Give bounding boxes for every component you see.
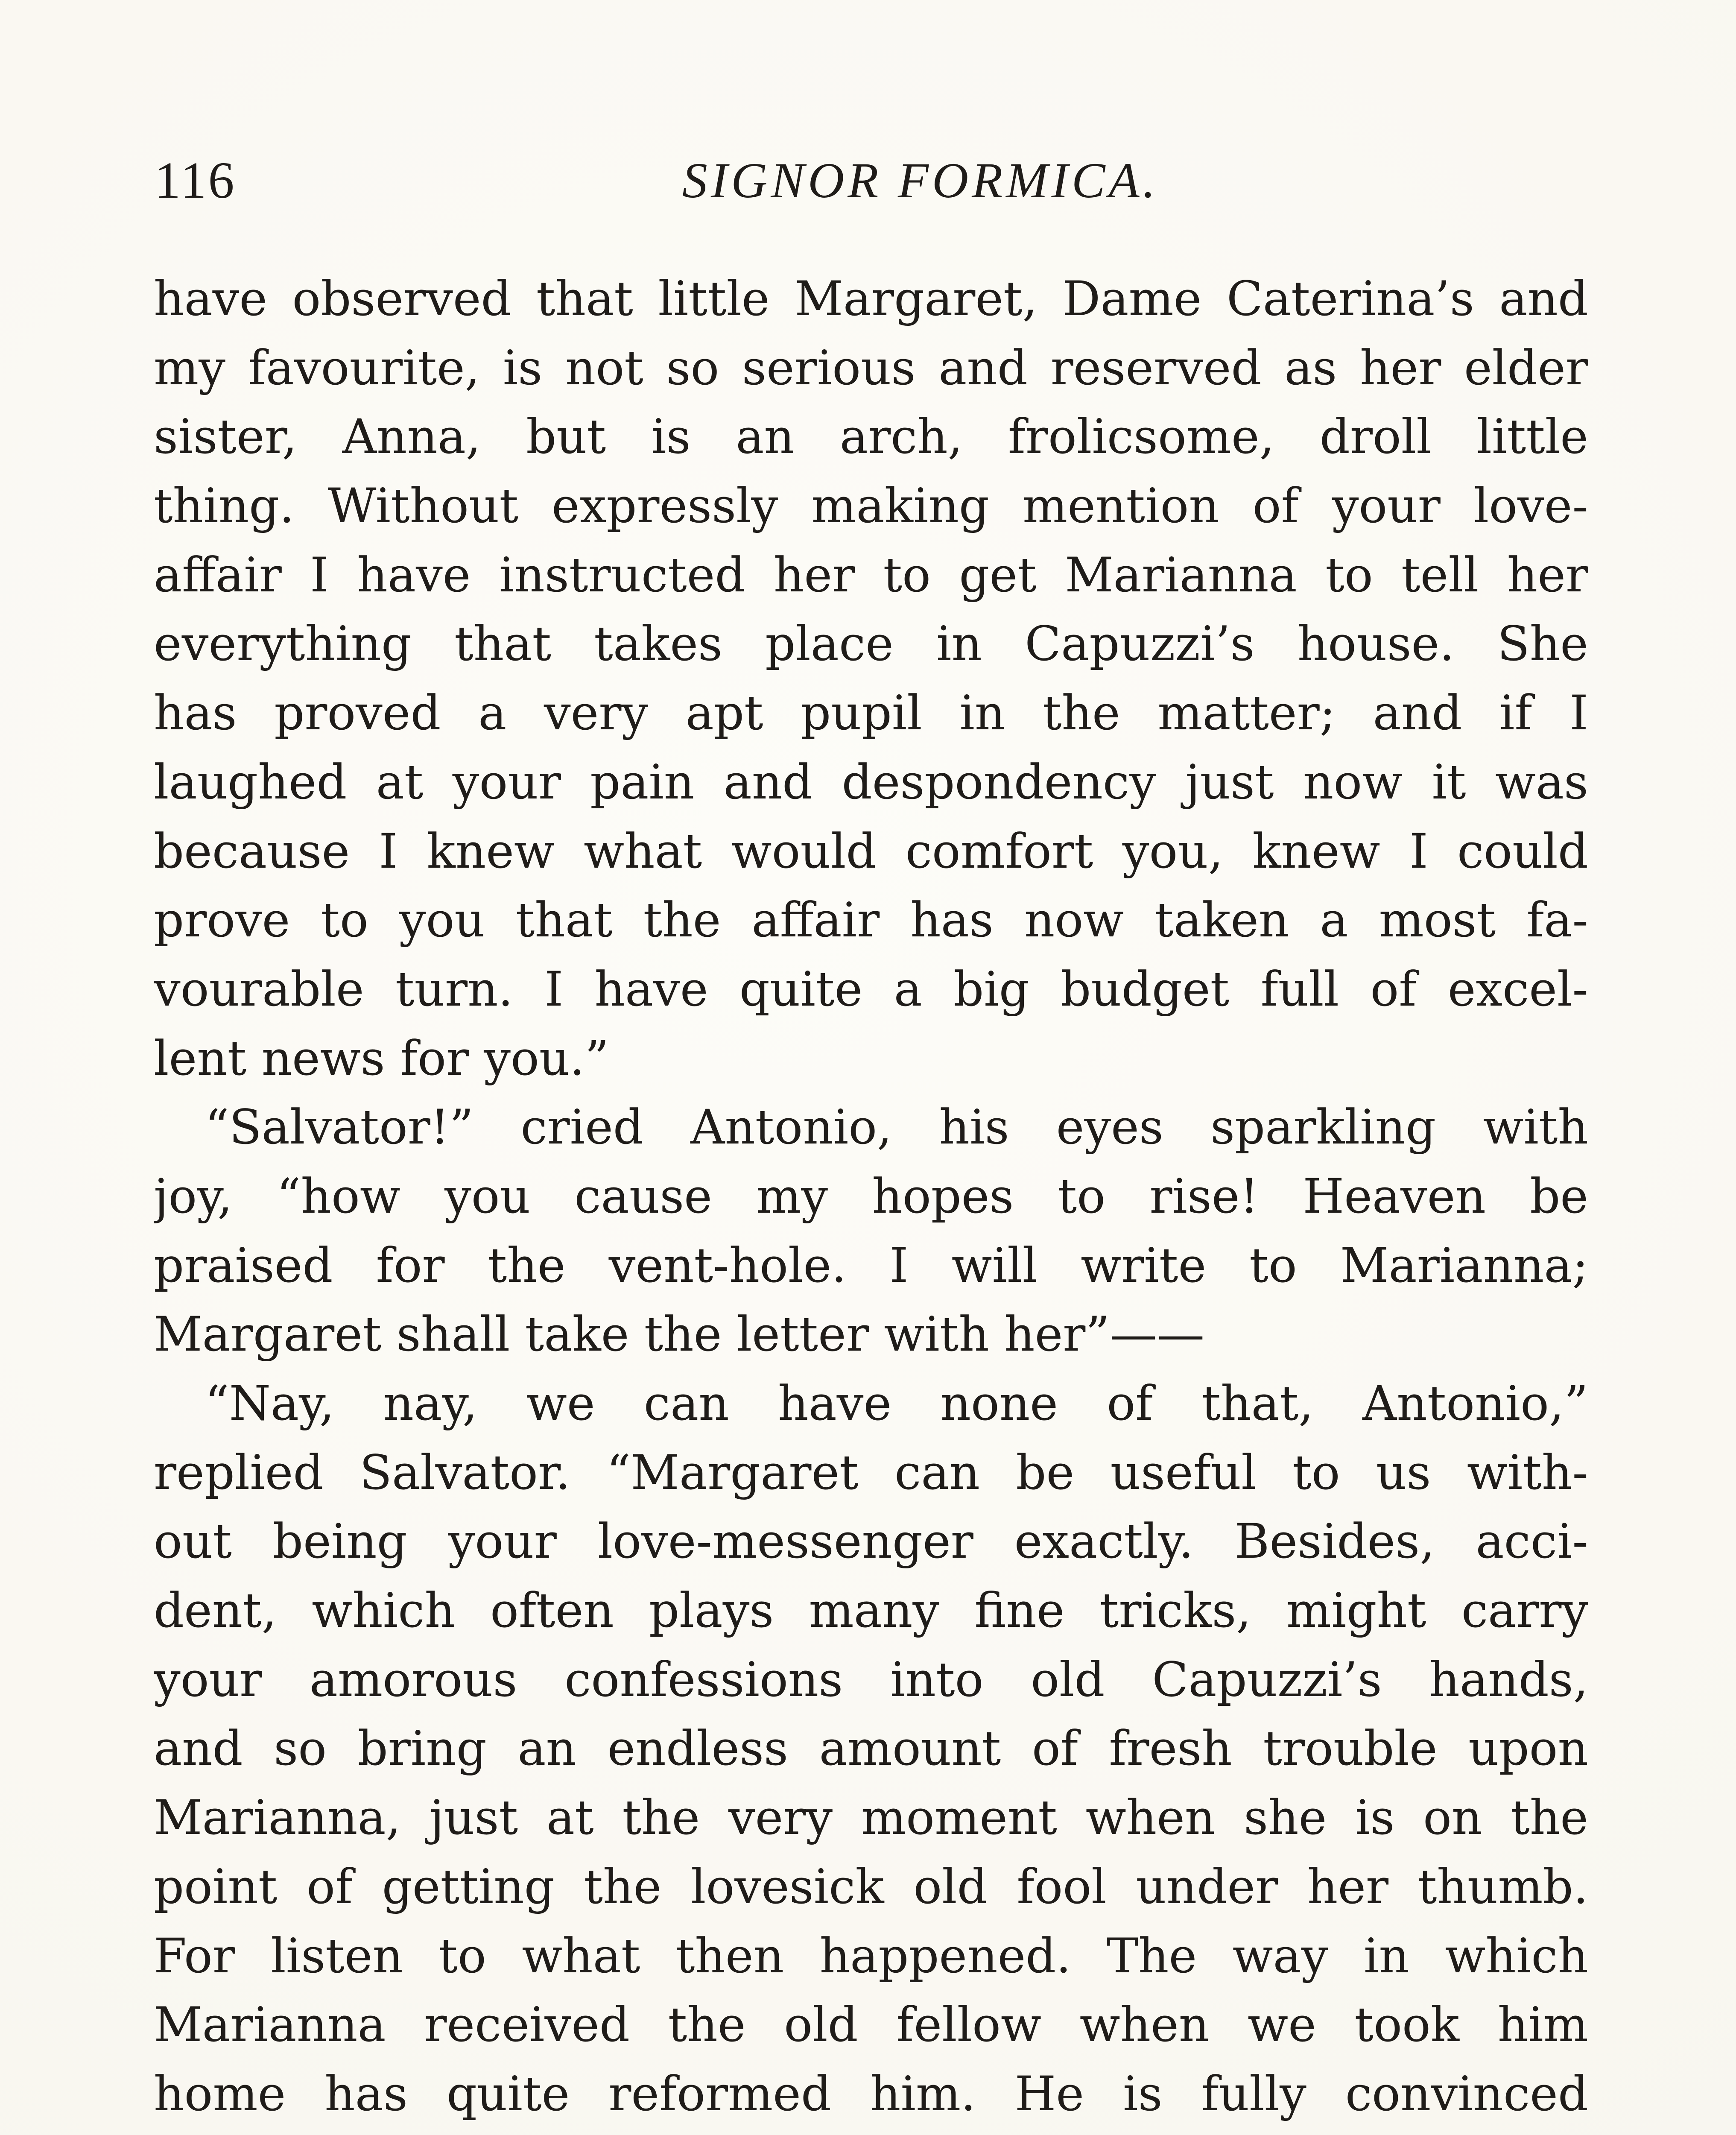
page-header: [155, 149, 1584, 213]
text-line: thing. Without expressly making mention of your love-: [154, 479, 1588, 534]
text-line: Margaret shall take the letter with her”——: [154, 1307, 1205, 1363]
text-line: my favourite, is not so serious and reserved as her elder: [154, 340, 1588, 396]
text-line: prove to you that the affair has now taken a most fa-: [154, 893, 1588, 948]
text-line: because I knew what would comfort you, knew I could: [154, 824, 1588, 879]
text-line: Marianna, just at the very moment when she is on the: [154, 1790, 1588, 1846]
text-line: sister, Anna, but is an arch, frolicsome, droll little: [154, 409, 1588, 465]
text-line: everything that takes place in Capuzzi’s house. She: [154, 617, 1588, 672]
body-text: [154, 265, 1588, 2135]
text-line: lent news for you.”: [154, 1031, 609, 1086]
text-line: “Salvator!” cried Antonio, his eyes sparkling with: [205, 1100, 1588, 1155]
text-line: have observed that little Margaret, Dame Caterina’s and: [154, 272, 1588, 327]
text-line: replied Salvator. “Margaret can be useful to us with-: [154, 1445, 1588, 1500]
text-line: Marianna received the old fellow when we took him: [154, 1998, 1588, 2053]
text-line: has proved a very apt pupil in the matter; and if I: [154, 686, 1588, 741]
text-line: [154, 2129, 1588, 2135]
text-line: praised for the vent-hole. I will write to Marianna;: [154, 1238, 1588, 1293]
page-number: 116: [155, 152, 236, 209]
text-line: point of getting the lovesick old fool under her thumb.: [154, 1859, 1588, 1915]
text-line: For listen to what then happened. The way in which: [154, 1928, 1588, 1984]
text-line: and so bring an endless amount of fresh trouble upon: [154, 1721, 1588, 1777]
text-line: joy, “how you cause my hopes to rise! Heaven be: [154, 1169, 1588, 1224]
text-line: home has quite reformed him. He is fully convinced: [154, 2066, 1588, 2122]
text-line: dent, which often plays many fine tricks, might carry: [154, 1583, 1588, 1639]
text-line: your amorous confessions into old Capuzzi’s hands,: [154, 1652, 1588, 1708]
running-title: SIGNOR FORMICA.: [682, 152, 1159, 208]
text-line: laughed at your pain and despondency just now it was: [154, 755, 1588, 810]
text-line: affair I have instructed her to get Marianna to tell her: [154, 547, 1588, 603]
text-line: “Nay, nay, we can have none of that, Antonio,”: [205, 1376, 1588, 1431]
text-line: vourable turn. I have quite a big budget full of excel-: [154, 962, 1588, 1017]
text-line: out being your love-messenger exactly. Besides, acci-: [154, 1514, 1588, 1570]
